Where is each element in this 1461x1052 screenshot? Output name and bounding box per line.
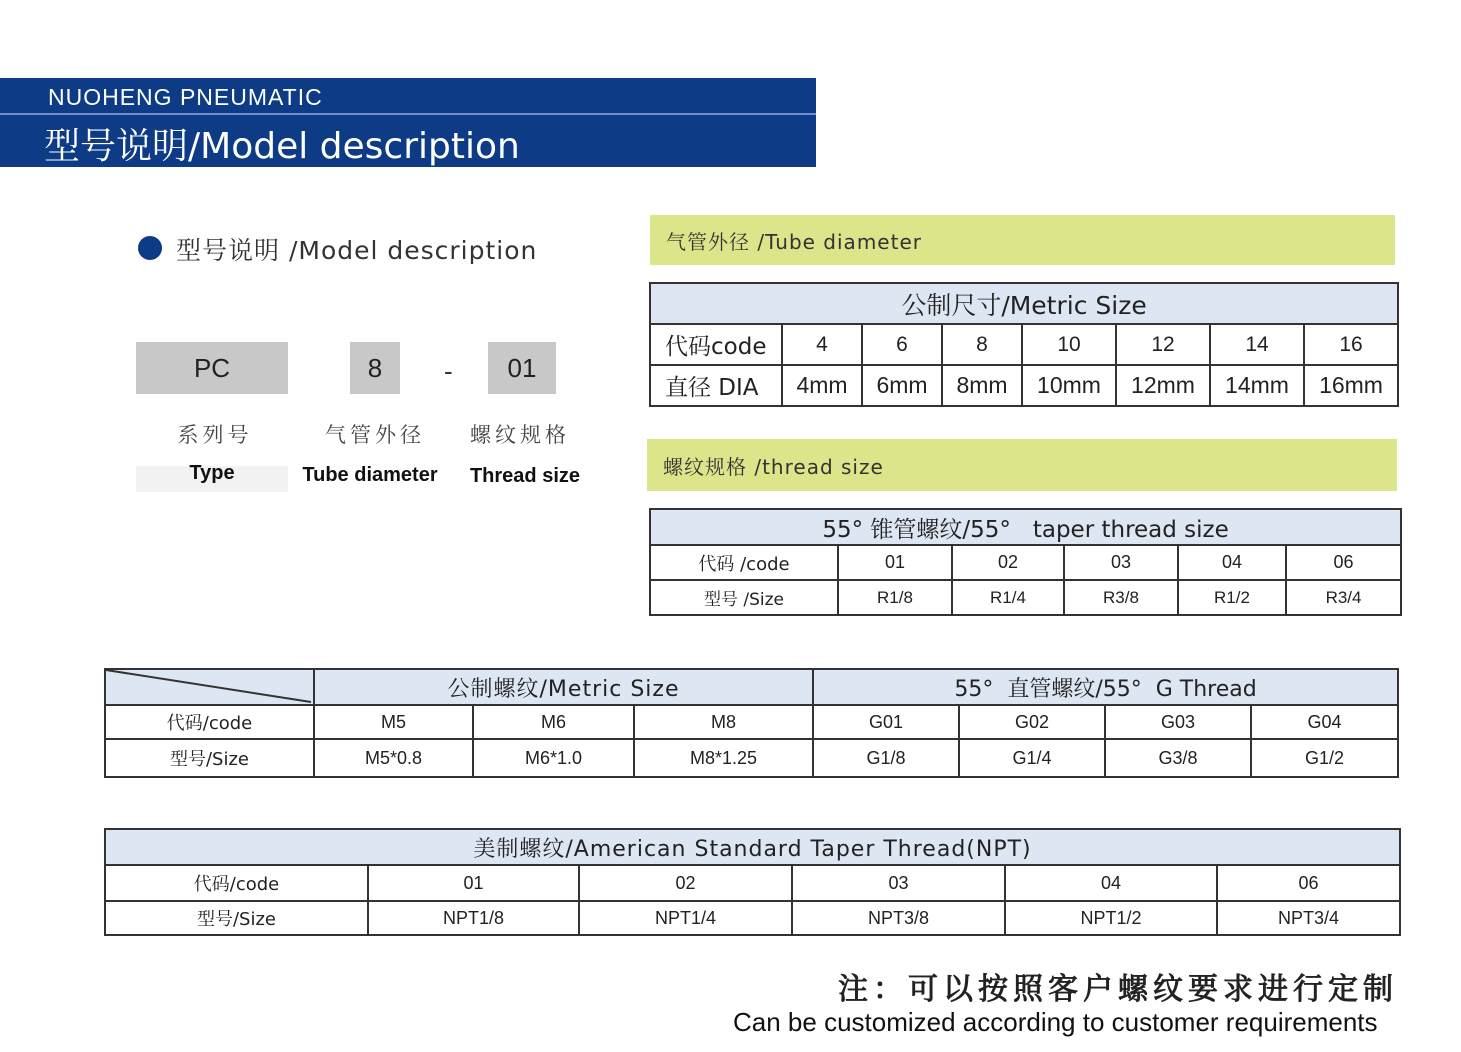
tube-code-cell: 10 — [1022, 324, 1116, 365]
mg-size-cell: G1/8 — [813, 739, 959, 777]
code-series: PC — [136, 342, 288, 394]
mg-size-cell: M5*0.8 — [314, 739, 473, 777]
npt-code-label: 代码/code — [105, 865, 368, 901]
taper-code-cell: 03 — [1064, 545, 1178, 580]
taper-code-cell: 01 — [838, 545, 952, 580]
tube-dia-cell: 16mm — [1304, 365, 1398, 406]
tube-section-header: 气管外径 /Tube diameter — [650, 215, 1395, 265]
mg-code-cell: G02 — [959, 705, 1105, 739]
mg-size-cell: G1/4 — [959, 739, 1105, 777]
brand-name: NUOHENG PNEUMATIC — [48, 84, 323, 110]
diagonal-line — [104, 668, 313, 704]
taper-thread-table — [649, 508, 1402, 616]
label-tube-cn: 气管外径 — [325, 423, 425, 447]
label-thread-en: Thread size — [469, 465, 581, 487]
custom-note-cn: 注：可以按照客户螺纹要求进行定制 — [838, 972, 1398, 1007]
tube-dia-cell: 14mm — [1210, 365, 1304, 406]
label-type-en: Type — [189, 462, 235, 484]
tube-code-cell: 16 — [1304, 324, 1398, 365]
npt-size-label: 型号/Size — [105, 901, 368, 935]
mg-size-label: 型号/Size — [105, 739, 314, 777]
tube-dia-cell: 4mm — [782, 365, 862, 406]
tube-dia-cell: 12mm — [1116, 365, 1210, 406]
taper-size-cell: R3/4 — [1286, 580, 1401, 615]
bullet-icon — [138, 236, 162, 260]
tube-code-cell: 4 — [782, 324, 862, 365]
npt-code-cell: 06 — [1217, 865, 1400, 901]
custom-note-en: Can be customized according to customer requirements — [733, 1007, 1378, 1037]
taper-size-cell: R3/8 — [1064, 580, 1178, 615]
mg-code-cell: G03 — [1105, 705, 1251, 739]
tube-table — [649, 282, 1399, 407]
tube-code-cell: 8 — [942, 324, 1022, 365]
page-title: 型号说明/Model description — [44, 126, 520, 167]
npt-code-cell: 02 — [579, 865, 792, 901]
banner-divider — [0, 113, 816, 115]
mg-code-label: 代码/code — [105, 705, 314, 739]
npt-size-cell: NPT3/4 — [1217, 901, 1400, 935]
label-thread-cn: 螺纹规格 — [470, 423, 570, 447]
thread-section-header: 螺纹规格 /thread size — [647, 439, 1397, 491]
taper-code-cell: 02 — [952, 545, 1064, 580]
code-tube: 8 — [350, 342, 400, 394]
taper-size-cell: R1/2 — [1178, 580, 1286, 615]
mg-code-cell: M8 — [634, 705, 813, 739]
tube-dia-cell: 10mm — [1022, 365, 1116, 406]
tube-dia-cell: 8mm — [942, 365, 1022, 406]
mg-code-cell: G04 — [1251, 705, 1398, 739]
label-tube-en: Tube diameter — [302, 464, 438, 486]
tube-dia-cell: 6mm — [862, 365, 942, 406]
tube-table-title: 公制尺寸/Metric Size — [650, 283, 1398, 324]
g-thread-title: 55° 直管螺纹/55° G Thread — [813, 669, 1398, 705]
npt-size-cell: NPT1/4 — [579, 901, 792, 935]
npt-size-cell: NPT3/8 — [792, 901, 1005, 935]
mg-code-cell: M6 — [473, 705, 634, 739]
tube-code-cell: 12 — [1116, 324, 1210, 365]
code-thread: 01 — [488, 342, 556, 394]
taper-size-label: 型号 /Size — [650, 580, 838, 615]
label-type-cn: 系列号 — [177, 423, 253, 447]
taper-size-cell: R1/8 — [838, 580, 952, 615]
taper-code-cell: 06 — [1286, 545, 1401, 580]
tube-code-label: 代码code — [650, 324, 782, 365]
tube-code-cell: 14 — [1210, 324, 1304, 365]
taper-table-title: 55° 锥管螺纹/55° taper thread size — [650, 509, 1401, 545]
npt-code-cell: 03 — [792, 865, 1005, 901]
npt-size-cell: NPT1/8 — [368, 901, 579, 935]
npt-code-cell: 04 — [1005, 865, 1217, 901]
npt-table-title: 美制螺纹/American Standard Taper Thread(NPT) — [105, 829, 1400, 865]
tube-code-cell: 6 — [862, 324, 942, 365]
mg-size-cell: M6*1.0 — [473, 739, 634, 777]
taper-code-cell: 04 — [1178, 545, 1286, 580]
npt-size-cell: NPT1/2 — [1005, 901, 1217, 935]
tube-dia-label: 直径 DIA — [650, 365, 782, 406]
mg-code-cell: M5 — [314, 705, 473, 739]
mg-size-cell: G1/2 — [1251, 739, 1398, 777]
mg-size-cell: G3/8 — [1105, 739, 1251, 777]
metric-thread-title: 公制螺纹/Metric Size — [314, 669, 813, 705]
taper-code-label: 代码 /code — [650, 545, 838, 580]
mg-code-cell: G01 — [813, 705, 959, 739]
mg-size-cell: M8*1.25 — [634, 739, 813, 777]
header-banner — [0, 78, 816, 167]
model-section-title: 型号说明 /Model description — [176, 236, 538, 265]
npt-code-cell: 01 — [368, 865, 579, 901]
code-dash: - — [444, 356, 453, 386]
npt-thread-table — [104, 828, 1401, 936]
taper-size-cell: R1/4 — [952, 580, 1064, 615]
